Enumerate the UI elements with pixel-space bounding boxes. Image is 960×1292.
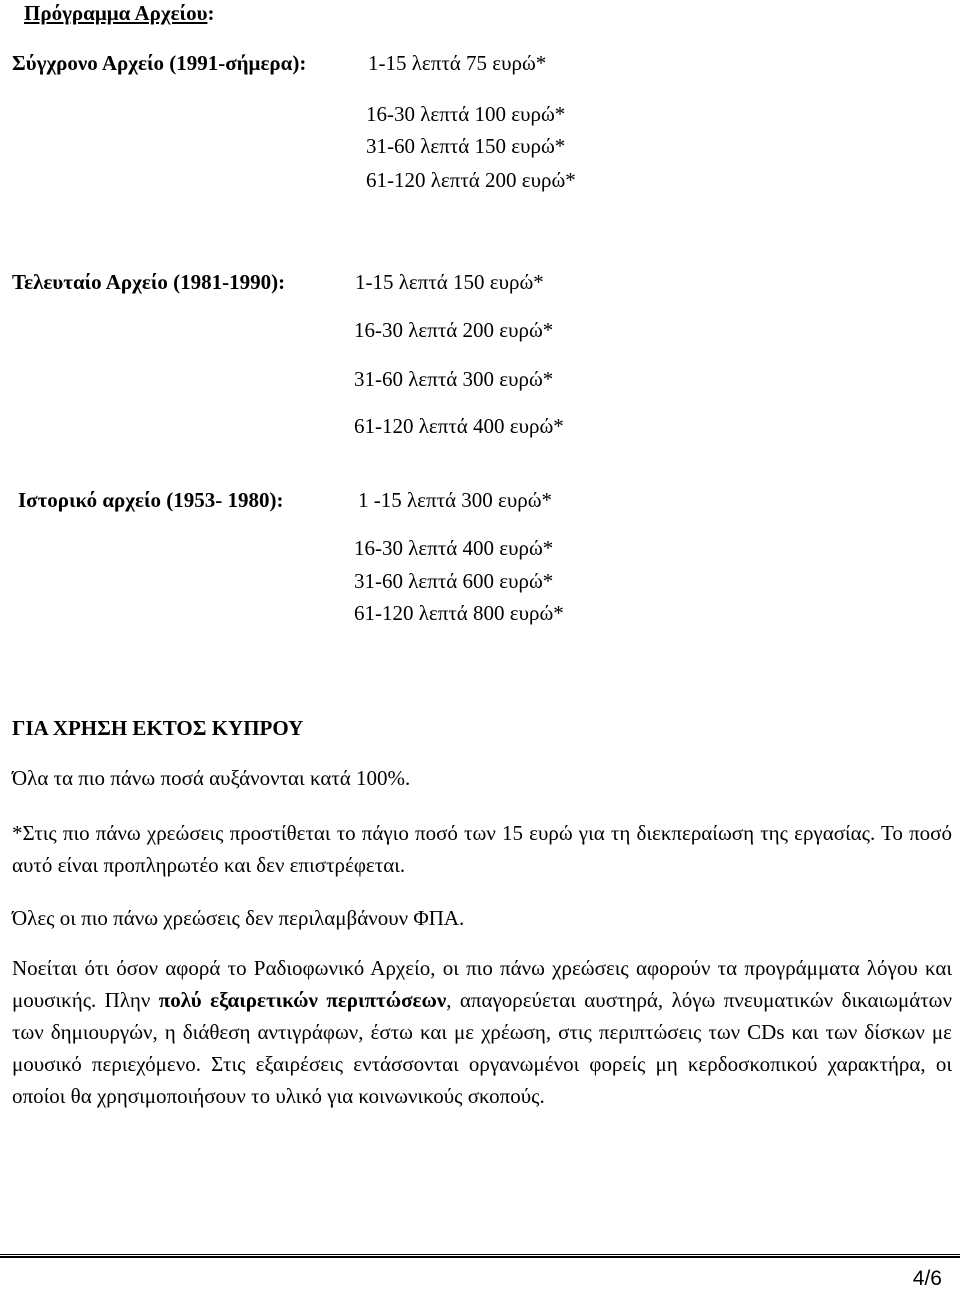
page-heading <box>24 3 214 24</box>
recent-rate: 1-15 λεπτά 150 ευρώ* <box>355 270 544 294</box>
footer-divider <box>0 1254 960 1258</box>
page-number: 4/6 <box>912 1267 942 1290</box>
heading-title: Πρόγραμμα Αρχείου <box>24 1 208 25</box>
radio-note <box>12 952 952 1112</box>
fee-note-line-2: Το ποσό αυτό είναι προπληρωτέο και δεν επιστρέφεται. <box>12 821 952 877</box>
modern-archive-label: Σύγχρονο Αρχείο (1991-σήμερα): <box>12 51 307 75</box>
radio-note-part-1: Νοείται ότι όσον αφορά το Ραδιοφωνικό Αρχείο, οι πιο πάνω χρεώσεις αφορούν τα προγράμματα λόγου και μουσικής. Πλην <box>12 956 952 1012</box>
historic-rate: 31-60 λεπτά 600 ευρώ* <box>354 569 554 593</box>
modern-rate: 16-30 λεπτά 100 ευρώ* <box>366 102 566 126</box>
abroad-text: Όλα τα πιο πάνω ποσά αυξάνονται κατά 100%. <box>12 766 411 790</box>
historic-rate: 1 -15 λεπτά 300 ευρώ* <box>358 488 553 512</box>
recent-rate: 31-60 λεπτά 300 ευρώ* <box>354 367 554 391</box>
modern-rate: 31-60 λεπτά 150 ευρώ* <box>366 134 566 158</box>
recent-archive-label: Τελευταίο Αρχείο (1981-1990): <box>12 270 286 294</box>
historic-rate: 16-30 λεπτά 400 ευρώ* <box>354 536 554 560</box>
radio-note-part-2: , απαγορεύεται αυστηρά, λόγω πνευματικών δικαιωμάτων των δημιουργών, η διάθεση αντιγράφων, έστω και με χρέωση, στις περιπτώσεις των CDs και των δίσκων με μουσικό περιεχόμενο. Στις εξαιρέσεις εντάσσονται οργανωμένοι φορείς μη κερδοσκοπικού χαρακτήρα, οι οποίοι θα χρησιμοποιήσουν το υλικό για κοινωνικούς σκοπούς. <box>12 988 953 1108</box>
modern-rate: 1-15 λεπτά 75 ευρώ* <box>368 51 547 75</box>
recent-rate: 61-120 λεπτά 400 ευρώ* <box>354 414 564 438</box>
abroad-title: ΓΙΑ ΧΡΗΣΗ ΕΚΤΟΣ ΚΥΠΡΟΥ <box>12 716 304 740</box>
radio-note-bold: πολύ εξαιρετικών περιπτώσεων <box>158 988 447 1012</box>
fee-note-line-1: *Στις πιο πάνω χρεώσεις προστίθεται το πάγιο ποσό των 15 ευρώ για τη διεκπεραίωση της εργασίας. <box>12 821 876 845</box>
heading-colon: : <box>207 1 215 25</box>
historic-archive-label: Ιστορικό αρχείο (1953- 1980): <box>18 488 284 512</box>
fee-note <box>12 817 952 881</box>
vat-note: Όλες οι πιο πάνω χρεώσεις δεν περιλαμβάνουν ΦΠΑ. <box>12 906 465 930</box>
recent-rate: 16-30 λεπτά 200 ευρώ* <box>354 318 554 342</box>
modern-rate: 61-120 λεπτά 200 ευρώ* <box>366 168 576 192</box>
historic-rate: 61-120 λεπτά 800 ευρώ* <box>354 601 564 625</box>
